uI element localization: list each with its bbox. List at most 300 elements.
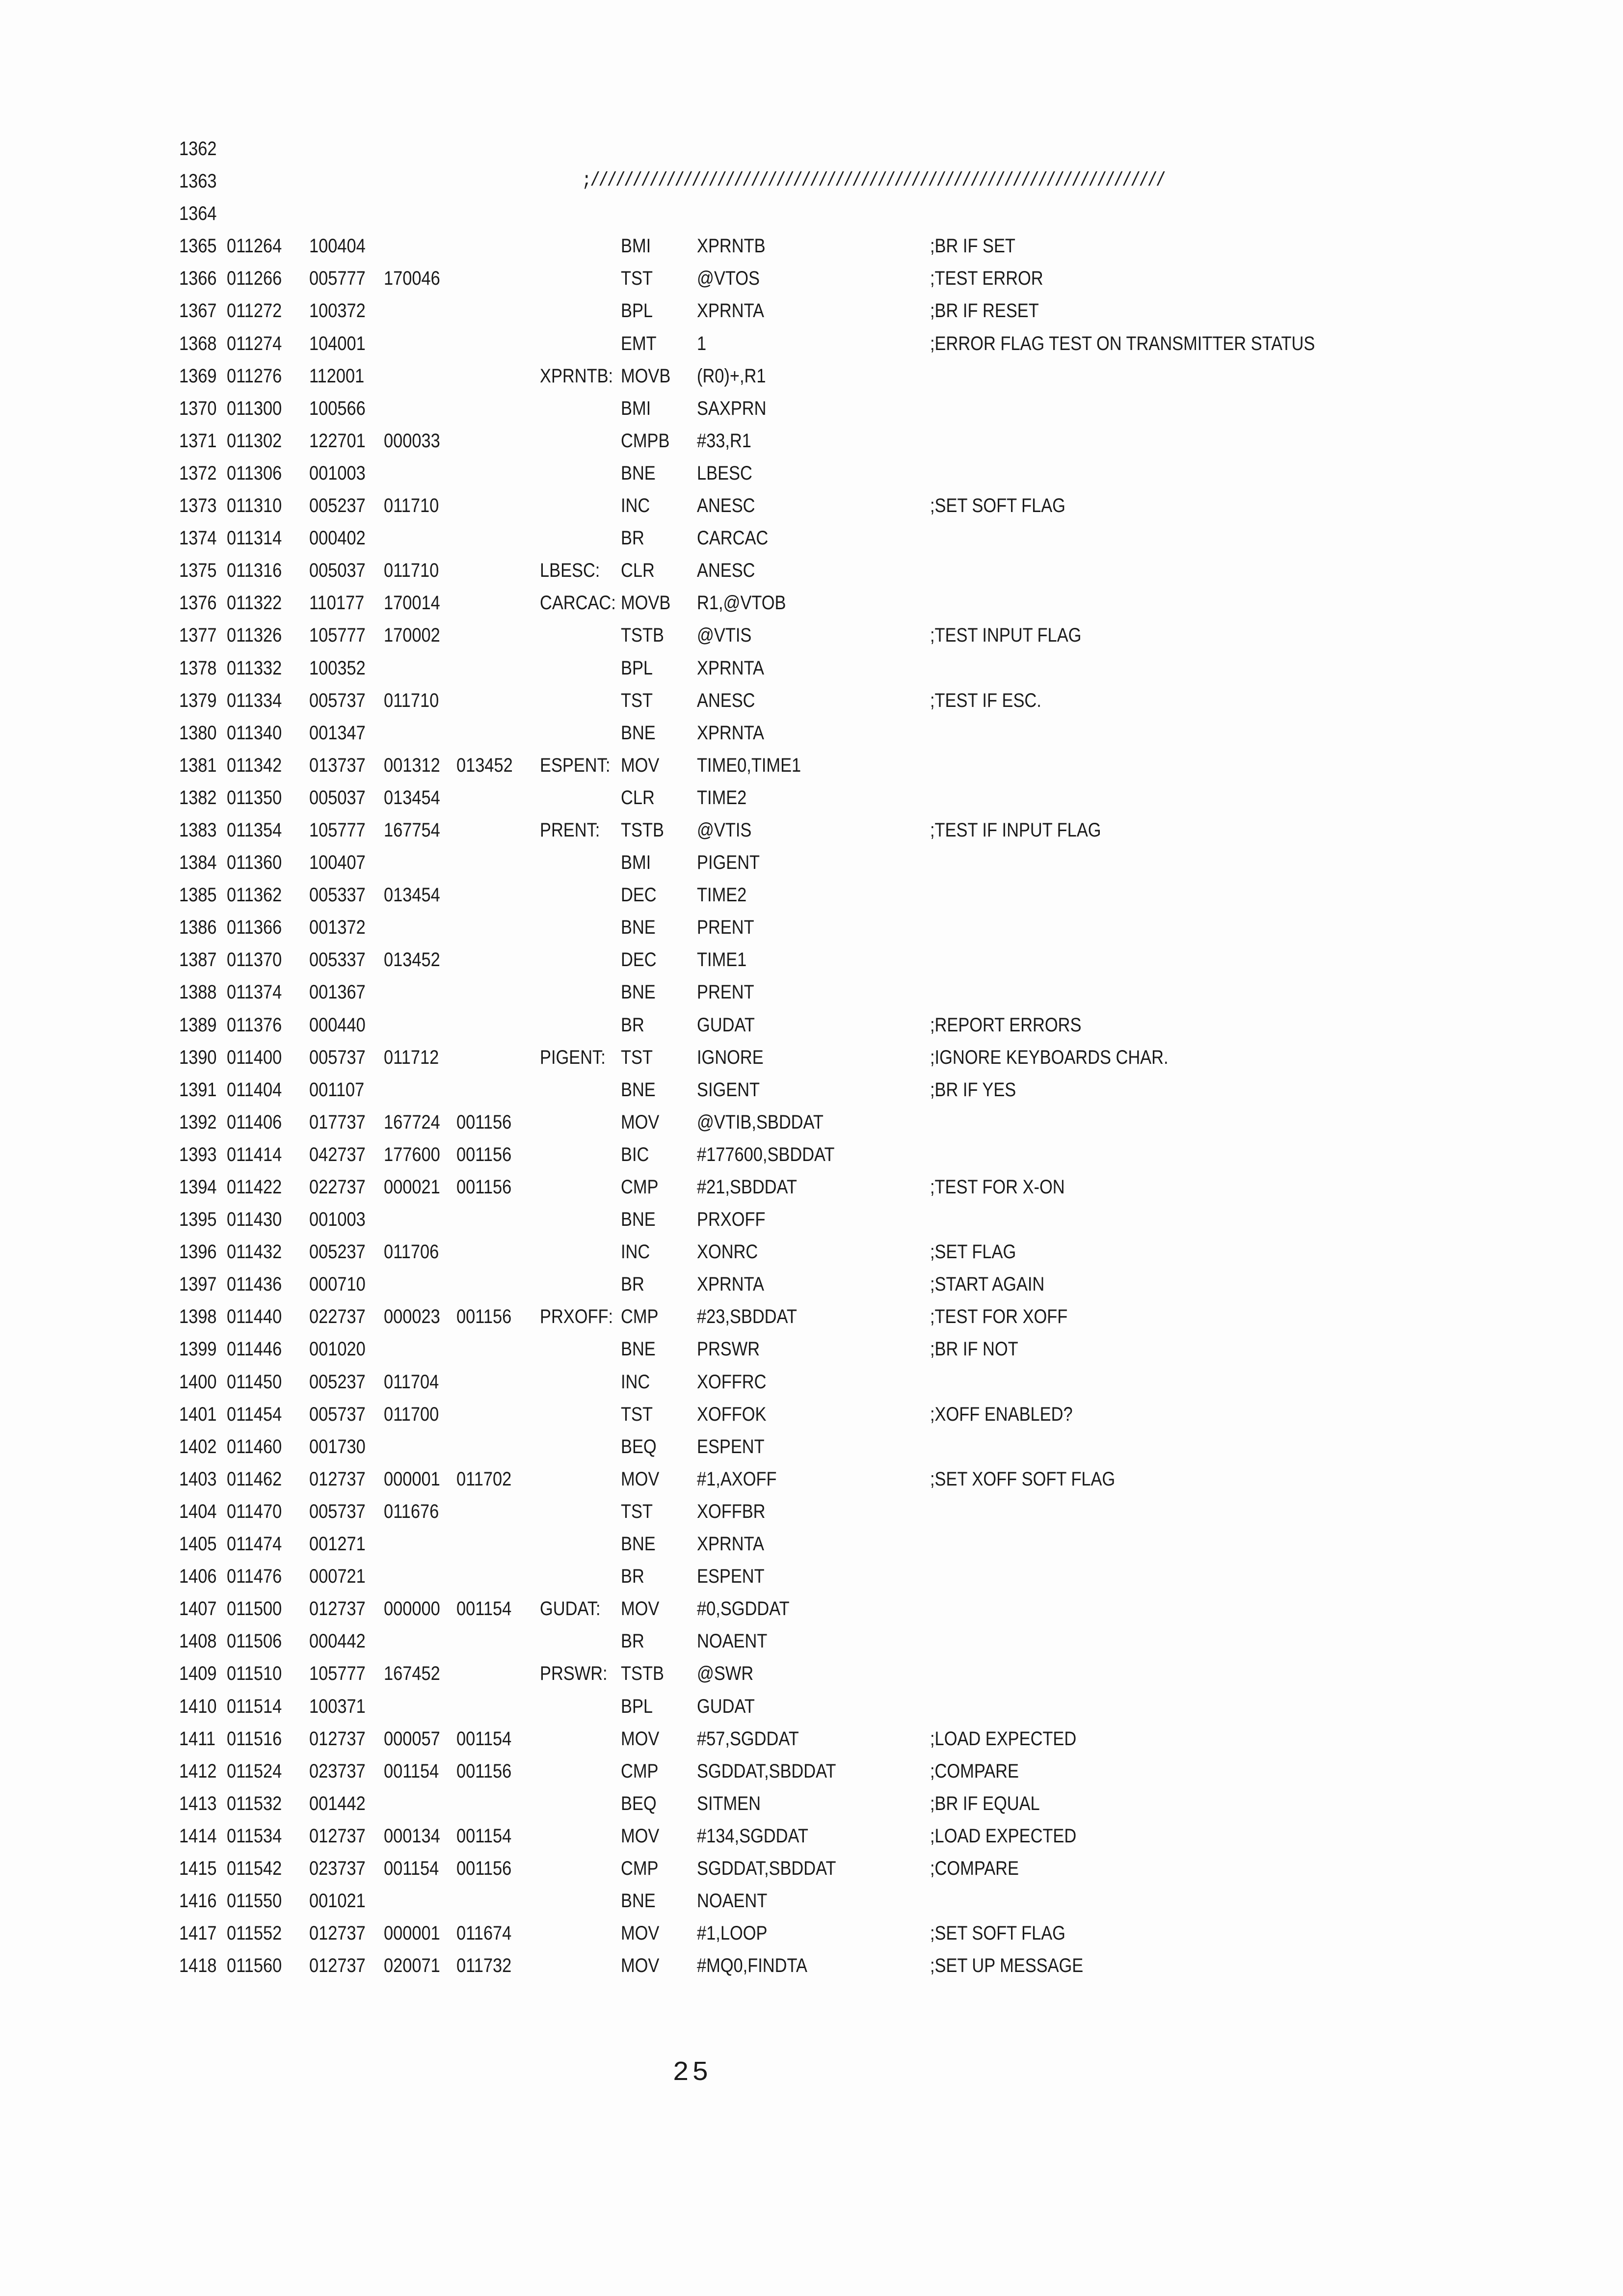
comment: ;START AGAIN	[930, 1273, 1045, 1296]
address: 011332	[227, 657, 282, 679]
address: 011322	[227, 592, 282, 614]
opcode: INC	[621, 495, 650, 517]
operand: R1,@VTOB	[697, 592, 786, 614]
operand: 1	[697, 332, 707, 354]
object-word-3: 011702	[456, 1468, 512, 1490]
line-number: 1384	[179, 852, 217, 874]
opcode: BNE	[621, 1533, 656, 1555]
operand: ANESC	[697, 689, 755, 711]
comment: ;LOAD EXPECTED	[930, 1728, 1077, 1750]
address: 011354	[227, 819, 282, 841]
operand: XPRNTA	[697, 722, 764, 744]
object-word-1: 005237	[309, 1371, 366, 1393]
address: 011404	[227, 1079, 282, 1101]
address: 011460	[227, 1435, 282, 1458]
listing-row	[0, 587, 1623, 619]
listing-row	[0, 1560, 1623, 1593]
line-number: 1391	[179, 1079, 217, 1101]
object-word-1: 000402	[309, 527, 366, 549]
object-word-1: 005037	[309, 786, 366, 809]
listing-row	[0, 1009, 1623, 1041]
operand: PRSWR	[697, 1338, 760, 1360]
listing-row	[0, 1723, 1623, 1755]
opcode: BPL	[621, 657, 653, 679]
operand: TIME1	[697, 949, 747, 971]
operand: #MQ0,FINDTA	[697, 1955, 807, 1977]
object-word-2: 013454	[384, 884, 440, 906]
comment: ;TEST IF ESC.	[930, 689, 1041, 711]
opcode: BR	[621, 1630, 644, 1652]
listing-row	[0, 652, 1623, 684]
object-word-1: 105777	[309, 1663, 366, 1685]
object-word-1: 001730	[309, 1435, 366, 1458]
address: 011500	[227, 1598, 282, 1620]
line-number: 1386	[179, 917, 217, 939]
object-word-3: 001156	[456, 1176, 512, 1198]
address: 011362	[227, 884, 282, 906]
object-word-1: 005237	[309, 1241, 366, 1263]
address: 011534	[227, 1825, 282, 1847]
object-word-3: 001154	[456, 1728, 512, 1750]
operand: ESPENT	[697, 1566, 765, 1588]
listing-row	[0, 1366, 1623, 1398]
address: 011552	[227, 1922, 282, 1945]
address: 011366	[227, 917, 282, 939]
object-word-1: 001020	[309, 1338, 366, 1360]
listing-row	[0, 1495, 1623, 1528]
line-number: 1371	[179, 430, 217, 452]
operand: #23,SBDDAT	[697, 1306, 797, 1328]
object-word-1: 100352	[309, 657, 366, 679]
opcode: TST	[621, 1403, 653, 1425]
listing-row	[0, 1917, 1623, 1949]
operand: #134,SGDDAT	[697, 1825, 808, 1847]
address: 011542	[227, 1857, 282, 1879]
opcode: TST	[621, 1500, 653, 1522]
line-number: 1387	[179, 949, 217, 971]
operand: PRENT	[697, 981, 754, 1003]
address: 011446	[227, 1338, 282, 1360]
object-word-1: 105777	[309, 819, 366, 841]
operand: XOFFOK	[697, 1403, 767, 1425]
listing-row	[0, 1852, 1623, 1885]
listing-row	[0, 554, 1623, 587]
object-word-3: 001156	[456, 1857, 512, 1879]
object-word-1: 012737	[309, 1922, 366, 1945]
line-number: 1413	[179, 1792, 217, 1814]
line-number: 1365	[179, 235, 217, 257]
address: 011350	[227, 786, 282, 809]
listing-row	[0, 1657, 1623, 1690]
address: 011430	[227, 1209, 282, 1231]
object-word-2: 011704	[384, 1371, 439, 1393]
operand: NOAENT	[697, 1630, 768, 1652]
address: 011436	[227, 1273, 282, 1296]
operand: @VTIS	[697, 624, 752, 647]
listing-row	[0, 846, 1623, 879]
opcode: MOV	[621, 754, 660, 776]
object-word-2: 011700	[384, 1403, 439, 1425]
object-word-2: 013454	[384, 786, 440, 809]
object-word-1: 001107	[309, 1079, 365, 1101]
line-number: 1411	[179, 1728, 215, 1750]
comment: ;BR IF SET	[930, 235, 1015, 257]
object-word-1: 013737	[309, 754, 366, 776]
object-word-2: 000001	[384, 1922, 440, 1945]
listing-row	[0, 1106, 1623, 1138]
object-word-1: 042737	[309, 1143, 366, 1165]
address: 011334	[227, 689, 282, 711]
line-number: 1363	[179, 170, 217, 192]
opcode: BNE	[621, 1079, 656, 1101]
listing-row	[0, 1463, 1623, 1495]
listing-row	[0, 1236, 1623, 1268]
object-word-1: 000710	[309, 1273, 366, 1296]
address: 011314	[227, 527, 282, 549]
line-number: 1396	[179, 1241, 217, 1263]
opcode: BMI	[621, 397, 651, 419]
object-word-2: 020071	[384, 1955, 440, 1977]
listing-row	[0, 392, 1623, 425]
listing-row	[0, 1333, 1623, 1365]
object-word-1: 000440	[309, 1014, 366, 1036]
object-word-1: 000442	[309, 1630, 366, 1652]
line-number: 1389	[179, 1014, 217, 1036]
object-word-2: 170002	[384, 624, 440, 647]
operand: XPRNTA	[697, 300, 764, 322]
line-number: 1397	[179, 1273, 217, 1296]
line-number: 1372	[179, 462, 217, 484]
address: 011432	[227, 1241, 282, 1263]
object-word-3: 001156	[456, 1306, 512, 1328]
operand: SITMEN	[697, 1792, 761, 1814]
listing-row	[0, 133, 1623, 165]
operand: XOFFRC	[697, 1371, 767, 1393]
object-word-1: 100407	[309, 852, 366, 874]
object-word-3: 001156	[456, 1760, 512, 1782]
listing-row	[0, 489, 1623, 522]
line-number: 1402	[179, 1435, 217, 1458]
listing-row	[0, 1300, 1623, 1333]
operand: PRXOFF	[697, 1209, 766, 1231]
object-word-2: 167452	[384, 1663, 440, 1685]
source-label: PRENT:	[540, 819, 600, 841]
object-word-1: 005337	[309, 949, 366, 971]
opcode: MOV	[621, 1955, 660, 1977]
object-word-3: 011732	[456, 1955, 512, 1977]
listing-row	[0, 262, 1623, 295]
line-number: 1417	[179, 1922, 217, 1945]
object-word-1: 012737	[309, 1955, 366, 1977]
assembly-listing	[0, 133, 1623, 1982]
line-number: 1382	[179, 786, 217, 809]
address: 011340	[227, 722, 282, 744]
object-word-1: 005237	[309, 495, 366, 517]
opcode: INC	[621, 1371, 650, 1393]
line-number: 1370	[179, 397, 217, 419]
operand: @VTIB,SBDDAT	[697, 1111, 824, 1133]
opcode: BR	[621, 1273, 644, 1296]
line-number: 1367	[179, 300, 217, 322]
listing-row	[0, 1885, 1623, 1917]
object-word-2: 001154	[384, 1857, 439, 1879]
address: 011310	[227, 495, 282, 517]
address: 011302	[227, 430, 282, 452]
listing-row	[0, 1431, 1623, 1463]
opcode: CMPB	[621, 430, 670, 452]
line-number: 1366	[179, 268, 217, 290]
comment: ;TEST INPUT FLAG	[930, 624, 1082, 647]
opcode: BMI	[621, 852, 651, 874]
line-number: 1405	[179, 1533, 217, 1555]
address: 011474	[227, 1533, 282, 1555]
listing-row	[0, 457, 1623, 489]
line-number: 1376	[179, 592, 217, 614]
object-word-1: 001372	[309, 917, 366, 939]
object-word-1: 122701	[309, 430, 366, 452]
listing-row	[0, 425, 1623, 457]
line-number: 1412	[179, 1760, 217, 1782]
operand: ESPENT	[697, 1435, 765, 1458]
listing-row	[0, 911, 1623, 944]
opcode: CMP	[621, 1306, 659, 1328]
comment: ;SET FLAG	[930, 1241, 1016, 1263]
comment: ;SET SOFT FLAG	[930, 495, 1065, 517]
listing-row	[0, 1268, 1623, 1300]
object-word-1: 005737	[309, 1500, 366, 1522]
opcode: BEQ	[621, 1435, 657, 1458]
comment: ;SET XOFF SOFT FLAG	[930, 1468, 1116, 1490]
listing-row	[0, 327, 1623, 360]
source-label: ESPENT:	[540, 754, 611, 776]
comment: ;SET SOFT FLAG	[930, 1922, 1065, 1945]
object-word-1: 012737	[309, 1598, 366, 1620]
object-word-2: 167754	[384, 819, 440, 841]
line-number: 1385	[179, 884, 217, 906]
object-word-2: 011712	[384, 1046, 439, 1068]
operand: @VTOS	[697, 268, 760, 290]
operand: GUDAT	[697, 1014, 755, 1036]
comment: ;SET UP MESSAGE	[930, 1955, 1084, 1977]
object-word-1: 005737	[309, 1403, 366, 1425]
comment: ;LOAD EXPECTED	[930, 1825, 1077, 1847]
comment: ;COMPARE	[930, 1760, 1019, 1782]
operand: #0,SGDDAT	[697, 1598, 790, 1620]
opcode: BNE	[621, 1209, 656, 1231]
page-number: 25	[672, 2057, 712, 2088]
listing-row	[0, 295, 1623, 327]
object-word-1: 017737	[309, 1111, 366, 1133]
opcode: BPL	[621, 1695, 653, 1717]
opcode: BIC	[621, 1143, 649, 1165]
address: 011514	[227, 1695, 282, 1717]
address: 011374	[227, 981, 282, 1003]
object-word-1: 000721	[309, 1566, 366, 1588]
line-number: 1407	[179, 1598, 217, 1620]
opcode: EMT	[621, 332, 657, 354]
opcode: BEQ	[621, 1792, 657, 1814]
line-number: 1362	[179, 138, 217, 160]
object-word-2: 011710	[384, 560, 439, 582]
opcode: MOVB	[621, 365, 671, 387]
object-word-1: 100371	[309, 1695, 366, 1717]
object-word-2: 170046	[384, 268, 440, 290]
object-word-1: 100566	[309, 397, 366, 419]
opcode: CMP	[621, 1857, 659, 1879]
listing-row	[0, 944, 1623, 976]
operand: @VTIS	[697, 819, 752, 841]
listing-row	[0, 1787, 1623, 1820]
opcode: TSTB	[621, 819, 664, 841]
listing-row	[0, 1138, 1623, 1171]
object-word-1: 112001	[309, 365, 365, 387]
address: 011376	[227, 1014, 282, 1036]
listing-row	[0, 1171, 1623, 1203]
opcode: DEC	[621, 884, 657, 906]
listing-row	[0, 1398, 1623, 1431]
comment: ;BR IF EQUAL	[930, 1792, 1040, 1814]
line-number: 1403	[179, 1468, 217, 1490]
object-word-1: 110177	[309, 592, 365, 614]
listing-row	[0, 1203, 1623, 1236]
line-number: 1374	[179, 527, 217, 549]
object-word-2: 167724	[384, 1111, 440, 1133]
listing-row	[0, 782, 1623, 814]
object-word-1: 001367	[309, 981, 366, 1003]
operand: LBESC	[697, 462, 752, 484]
listing-row	[0, 1074, 1623, 1106]
address: 011274	[227, 332, 282, 354]
opcode: TSTB	[621, 624, 664, 647]
operand: SAXPRN	[697, 397, 767, 419]
object-word-1: 023737	[309, 1760, 366, 1782]
address: 011506	[227, 1630, 282, 1652]
line-number: 1415	[179, 1857, 217, 1879]
operand: SIGENT	[697, 1079, 760, 1101]
address: 011266	[227, 268, 282, 290]
object-word-2: 013452	[384, 949, 440, 971]
line-number: 1416	[179, 1890, 217, 1912]
opcode: MOV	[621, 1728, 660, 1750]
opcode: BNE	[621, 1890, 656, 1912]
line-number: 1373	[179, 495, 217, 517]
listing-row	[0, 1755, 1623, 1787]
operand: GUDAT	[697, 1695, 755, 1717]
listing-row	[0, 1593, 1623, 1625]
address: 011550	[227, 1890, 282, 1912]
address: 011370	[227, 949, 282, 971]
operand: XPRNTA	[697, 1533, 764, 1555]
operand: #21,SBDDAT	[697, 1176, 797, 1198]
source-label: XPRNTB:	[540, 365, 613, 387]
line-number: 1379	[179, 689, 217, 711]
object-word-2: 177600	[384, 1143, 440, 1165]
object-word-3: 001156	[456, 1143, 512, 1165]
line-number: 1375	[179, 560, 217, 582]
listing-row	[0, 619, 1623, 651]
comment: ;XOFF ENABLED?	[930, 1403, 1073, 1425]
object-word-2: 011706	[384, 1241, 439, 1263]
line-number: 1398	[179, 1306, 217, 1328]
object-word-1: 105777	[309, 624, 366, 647]
line-number: 1381	[179, 754, 217, 776]
line-number: 1390	[179, 1046, 217, 1068]
object-word-2: 000134	[384, 1825, 440, 1847]
opcode: MOV	[621, 1598, 660, 1620]
opcode: CLR	[621, 560, 655, 582]
operand: ANESC	[697, 560, 755, 582]
address: 011440	[227, 1306, 282, 1328]
address: 011342	[227, 754, 282, 776]
operand: XPRNTA	[697, 657, 764, 679]
listing-row	[0, 197, 1623, 230]
address: 011272	[227, 300, 282, 322]
operand: #57,SGDDAT	[697, 1728, 799, 1750]
opcode: CMP	[621, 1176, 659, 1198]
separator-comment-line: ;////////////////////////////////////////////////////////////////////	[582, 170, 1165, 192]
address: 011414	[227, 1143, 282, 1165]
listing-row	[0, 1820, 1623, 1852]
listing-row	[0, 749, 1623, 782]
line-number: 1410	[179, 1695, 217, 1717]
address: 011276	[227, 365, 282, 387]
operand: ANESC	[697, 495, 755, 517]
operand: (R0)+,R1	[697, 365, 766, 387]
opcode: BNE	[621, 917, 656, 939]
operand: SGDDAT,SBDDAT	[697, 1760, 836, 1782]
object-word-1: 001442	[309, 1792, 366, 1814]
address: 011264	[227, 235, 282, 257]
object-word-1: 001347	[309, 722, 366, 744]
listing-row	[0, 684, 1623, 717]
operand: TIME2	[697, 786, 747, 809]
address: 011462	[227, 1468, 282, 1490]
line-number: 1399	[179, 1338, 217, 1360]
source-label: CARCAC:	[540, 592, 616, 614]
object-word-1: 022737	[309, 1306, 366, 1328]
address: 011450	[227, 1371, 282, 1393]
source-label: GUDAT:	[540, 1598, 601, 1620]
line-number: 1392	[179, 1111, 217, 1133]
line-number: 1393	[179, 1143, 217, 1165]
address: 011300	[227, 397, 282, 419]
comment: ;BR IF NOT	[930, 1338, 1018, 1360]
operand: #1,AXOFF	[697, 1468, 777, 1490]
operand: XPRNTA	[697, 1273, 764, 1296]
address: 011306	[227, 462, 282, 484]
opcode: INC	[621, 1241, 650, 1263]
object-word-1: 022737	[309, 1176, 366, 1198]
listing-row	[0, 230, 1623, 262]
address: 011400	[227, 1046, 282, 1068]
object-word-1: 104001	[309, 332, 366, 354]
opcode: MOVB	[621, 592, 671, 614]
source-label: PIGENT:	[540, 1046, 606, 1068]
comment: ;ERROR FLAG TEST ON TRANSMITTER STATUS	[930, 332, 1315, 354]
opcode: MOV	[621, 1922, 660, 1945]
operand: NOAENT	[697, 1890, 768, 1912]
line-number: 1418	[179, 1955, 217, 1977]
line-number: 1400	[179, 1371, 217, 1393]
opcode: CMP	[621, 1760, 659, 1782]
object-word-2: 000057	[384, 1728, 440, 1750]
comment: ;BR IF YES	[930, 1079, 1016, 1101]
listing-row	[0, 814, 1623, 846]
object-word-1: 005777	[309, 268, 366, 290]
opcode: BNE	[621, 1338, 656, 1360]
opcode: BR	[621, 527, 644, 549]
object-word-2: 011710	[384, 689, 439, 711]
